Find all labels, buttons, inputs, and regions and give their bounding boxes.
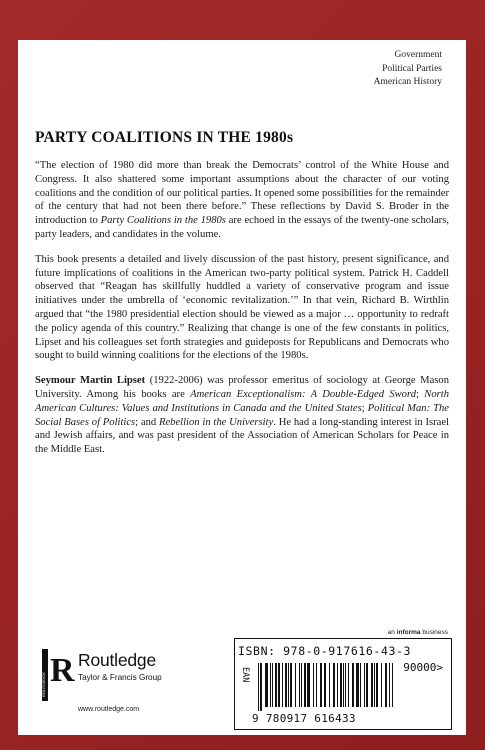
book-title: PARTY COALITIONS IN THE 1980s (35, 129, 294, 146)
barcode-bar (374, 663, 375, 707)
barcode-bar (316, 663, 317, 707)
book-ref: Rebellion in the University (159, 416, 274, 428)
routledge-logo-icon (41, 649, 75, 701)
bio-text: ; (361, 402, 368, 414)
barcode-bar (371, 663, 373, 707)
author-name: Seymour Martin Lipset (35, 375, 146, 387)
barcode-bar (299, 663, 300, 707)
barcode-bar (258, 663, 259, 711)
barcode-bar (329, 663, 330, 707)
publisher-url: www.routledge.com (78, 706, 140, 713)
back-cover-page (18, 40, 466, 735)
barcode-bar (381, 663, 382, 707)
subject-item: American History (373, 77, 442, 87)
blurb-body (35, 159, 449, 468)
book-title-italic: Party Coalitions in the 1980s (100, 215, 226, 227)
book-ref: American Exceptionalism: A Double-Edged Sword (190, 388, 417, 400)
svg-text:ROUTLEDGE: ROUTLEDGE (41, 672, 46, 697)
barcode-bar (340, 663, 342, 707)
barcode-bar (333, 663, 335, 707)
book-ref: North American Cultures: Values and Institutions in Canada and the United States (35, 388, 450, 414)
barcode-bar (392, 663, 393, 707)
bio-text: ; (416, 388, 425, 400)
bio-text: . He had a long-standing interest in Israel and Jewish affairs, and was past president of the Association of American Scholars for Peace in the Middle East. (35, 416, 450, 456)
bio-text: (1922-2006) was professor emeritus of sociology at George Mason University. Among his books are (35, 375, 449, 400)
barcode-bar (376, 663, 378, 707)
barcode-bar (360, 663, 361, 707)
barcode-bar (301, 663, 302, 707)
barcode-bars (258, 663, 396, 711)
barcode-bar (285, 663, 287, 707)
subject-categories (374, 49, 442, 90)
price-code: 90000> (403, 661, 443, 674)
intro-text: “The election of 1980 did more than break the Democrats’ control of the White House and Congress. It also shattered some important assumptions about the character of our voting coalitions and the condition of our political parties. It opened some possibilities for the remainder of the century that had not been there before.” These reflections by David S. Broder in the introduction to (35, 160, 449, 227)
intro-text-end: are echoed in the essays of the twenty-one scholars, party leaders, and candidates in the volume. (35, 215, 449, 240)
barcode-bar (307, 663, 310, 707)
informa-tagline (388, 629, 448, 636)
barcode-bar (265, 663, 268, 707)
ean-label: EAN (240, 667, 250, 683)
barcode-bar (343, 663, 344, 707)
author-bio (35, 374, 449, 457)
blurb-paragraph-intro (35, 159, 449, 242)
barcode-bar (272, 663, 273, 707)
subject-item: Political Parties (382, 63, 442, 74)
barcode-digits: 9 780917 616433 (252, 712, 356, 725)
informa-prefix: an (387, 629, 397, 636)
barcode-bar (324, 663, 326, 707)
barcode-bar (345, 663, 346, 707)
barcode-bar (270, 663, 271, 707)
bio-text: ; and (135, 416, 159, 428)
blurb-paragraph-description: This book presents a detailed and lively discussion of the past history, present significance, and future implications of coalitions in the American two-party political system. Patrick H. Caddell observed that “Reagan has skillfully huddled a variety of conservative program and issue initiatives under the umbrella of ‘economic revitalization.’” In that vein, Richard B. Wirthlin argued that “the 1980 presidential election should be viewed as a major … opportunity to redraft the policy agenda of this country.” Realizing that change is one of the few constants in politics, Lipset and his colleagues set forth strategies and guideposts for Republicans and Democrats who sought to build winning coalitions for the elections of the 1980s. (35, 253, 449, 362)
barcode-bar (304, 663, 306, 707)
publisher-name: Routledge (78, 650, 156, 670)
barcode-bar (356, 663, 359, 707)
barcode-bar (290, 663, 292, 707)
barcode-bar (295, 663, 296, 707)
informa-brand: informa (396, 629, 421, 636)
barcode-bar (275, 663, 277, 707)
barcode-bar (385, 663, 387, 707)
barcode-bar (364, 663, 365, 707)
barcode-bar (389, 663, 390, 707)
publisher-block (42, 649, 202, 719)
barcode-bar (348, 663, 349, 707)
barcode-bar (320, 663, 322, 707)
barcode-bar (260, 663, 262, 711)
isbn-label: ISBN: 978-0-917616-43-3 (238, 644, 412, 658)
isbn-barcode-box (234, 638, 452, 730)
barcode-bar (288, 663, 289, 707)
barcode-bar (313, 663, 314, 707)
publisher-group: Taylor & Francis Group (78, 673, 162, 682)
barcode-bar (278, 663, 280, 707)
barcode-bar (282, 663, 283, 707)
book-ref: Political Man: The Social Bases of Politics (35, 402, 449, 428)
subject-item: Government (394, 50, 442, 60)
svg-text:R: R (50, 652, 75, 689)
barcode-bar (366, 663, 368, 707)
barcode-bar (352, 663, 354, 707)
informa-suffix: business (420, 629, 448, 636)
barcode-bar (337, 663, 338, 707)
